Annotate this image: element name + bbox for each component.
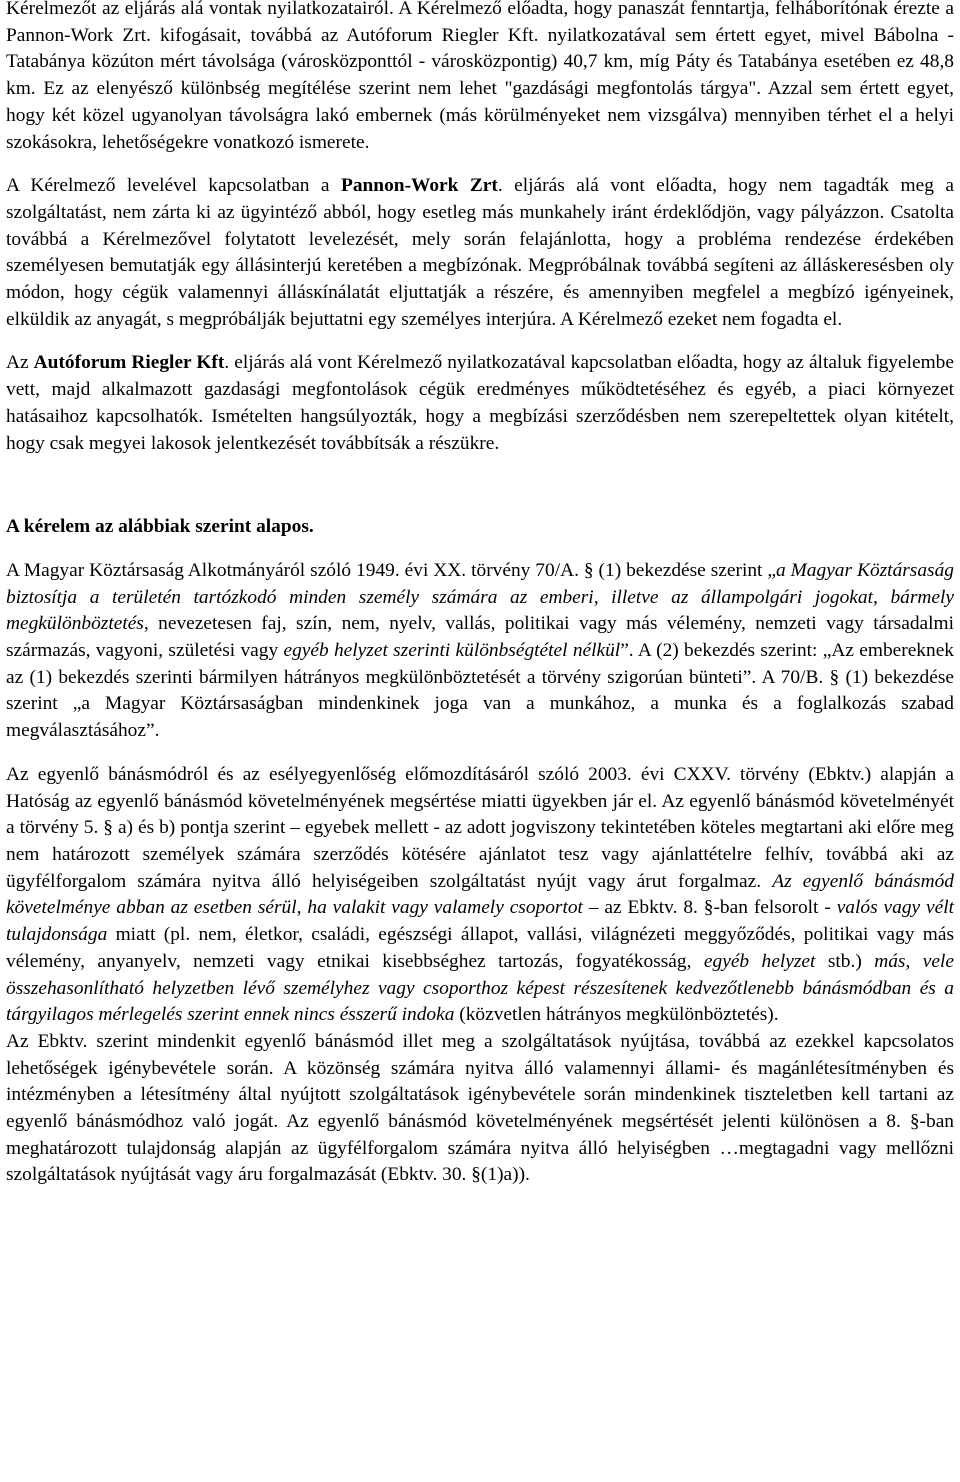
paragraph-text: miatt (pl. nem, életkor, családi, egészségi állapot, vallási, világnézeti meggyőződés, politikai vagy más vélemény, anyanyelv, nemzeti vagy etnikai kisebbséghez tartozás, fogyatékosság, (6, 924, 954, 972)
paragraph-constitution (6, 558, 954, 745)
paragraph-text: Az (6, 352, 34, 374)
quoted-text: egyéb helyzet szerinti különbségtétel nélkül (283, 640, 621, 662)
company-name-pannon-work: Pannon-Work Zrt (340, 175, 498, 197)
emphasized-text: más, vele összehasonlítható helyzetben lévő személyhez vagy csoporthoz képest részesítenek kedvezőtlenebb bánásmódban és a tárgyilagos mérlegelés szerint ennek nincs ésszerű indoka (6, 950, 954, 1026)
paragraph-text: stb.) (815, 950, 875, 972)
company-name-autoforum: Autóforum Riegler Kft (33, 352, 225, 374)
section-heading: A kérelem az alábbiak szerint alapos. (6, 516, 314, 538)
emphasized-text: egyéb helyzet (703, 950, 816, 972)
paragraph-applicant-response (6, 0, 954, 156)
paragraph-text: . eljárás alá vont Kérelmező nyilatkozatával kapcsolatban előadta, hogy az általuk figyelembe vett, majd alkalmazott gazdasági megfontolások cégük eredményes működtetéséhez és egyéb, a piaci környezet hatásaihoz kapcsolhatók. Ismételten hangsúlyozták, hogy a megbízási szerződésben nem szerepeltettek olyan kitételt, hogy csak megyei lakosok jelentkezését továbbítsák a részükre. (6, 352, 954, 454)
paragraph-text: ”. A (2) bekezdés szerint: „Az embereknek az (1) bekezdés szerinti bármilyen hátrányos megkülönböztetését a törvény szigorúan bünteti”. A 70/B. § (1) bekezdése szerint „a Magyar Köztársaságban mindenkinek joga van a munkához, a munka és a foglalkozás szabad megválasztásához”. (6, 640, 955, 742)
paragraph-text: A Magyar Köztársaság Alkotmányáról szóló 1949. évi XX. törvény 70/A. § (1) bekezdése szerint „ (6, 559, 776, 581)
paragraph-text: – az Ebktv. 8. §-ban felsorolt - (582, 897, 837, 919)
paragraph-ebktv (6, 762, 954, 1029)
paragraph-text: Az Ebktv. szerint mindenkit egyenlő bánásmód illet meg a szolgáltatások nyújtása, továbbá az ezekkel kapcsolatos lehetőségek igénybevétele során. A közönség számára nyitva álló valamennyi állami- és magánlétesítményben és intézményben a létesítmény által nyújtott szolgáltatások igénybevétele során mindenkinek tiszteletben kell tartani az egyenlő bánásmódhoz való jogát. Az egyenlő bánásmód követelményének megsértését jelenti különösen a 8. §-ban meghatározott tulajdonság alapján az ügyfélforgalom számára nyitva álló helyiségben …megtagadni vagy mellőzni szolgáltatások nyújtását vagy áru forgalmazását (Ebktv. 30. §(1)a)). (6, 1030, 954, 1186)
paragraph-text: Kérelmezőt az eljárás alá vontak nyilatkozatairól. A Kérelmező előadta, hogy panaszát fenntartja, felháborítónak érezte a Pannon-Work Zrt. kifogásait, továbbá az Autóforum Riegler Kft. nyilatkozatával sem értett egyet, mivel Bábolna - Tatabánya közúton mért távolsága (városközponttól - városközpontig) 40,7 km, míg Páty és Tatabánya esetében ez 48,8 km. Ez az elenyésző különbség megítélése szerint nem lehet "gazdásági megfontolás tárgya". Azzal sem értett egyet, hogy két közel ugyanolyan távolságra lakó embernek (más körülményeket nem vizsgálva) mennyiben térhet el a helyi szokásokra, lehetőségekre vonatkozó ismerete. (6, 0, 954, 153)
paragraph-text: . eljárás alá vont előadta, hogy nem tagadták meg a szolgáltatást, nem zárta ki az ügyintéző abból, hogy esetleg más munkahely iránt érdeklődjön, vagy pályázzon. Csatolta továbbá a Kérelmezővel folytatott levelezését, mely során felajánlotta, hogy a probléma rendezése érdekében személyesen bemutatják egy állásinterjú keretében a megbízónak. Megpróbálnak továbbá segíteni az álláskeresésben oly módon, hogy cégük valamennyi állásкínálatát eljuttatják a részére, és amennyiben megfelel a megbízó igényeinek, elküldik az anyagát, s megpróbálják bejuttatni egy személyes interjúra. A Kérelmező ezeket nem fogadta el. (6, 175, 954, 330)
emphasized-text: Az egyenlő bánásmód követelménye abban az esetben sérül, ha valakit vagy valamely csoportot (6, 870, 954, 919)
quoted-text: a Magyar Köztársaság biztosítja a területén tartózkodó minden személy számára az emberi, illetve az állampolgári jogokat, bármely megkülönböztetés (6, 559, 954, 635)
paragraph-pannon-work-response (6, 173, 954, 333)
paragraph-text: A Kérelmező levelével kapcsolatban a (6, 175, 341, 197)
paragraph-autoforum-response (6, 350, 954, 457)
paragraph-text: Az egyenlő bánásmódról és az esélyegyenlőség előmozdításáról szóló 2003. évi CXXV. törvény (Ebktv.) alapján a Hatóság az egyenlő bánásmód követelményének megsértése miatti ügyekben jár el. Az egyenlő bánásmód követelményét a törvény 5. § a) és b) pontja szerint – egyebek mellett - az adott jogviszony tekintetében köteles megtartani aki előre meg nem határozott személyek számára szerződés kötésére ajánlatot tesz vagy ajánlattételre felhív, továbbá aki az ügyfélforgalom számára nyitva álló helyiségeiben szolgáltatást nyújt vagy árut forgalmaz. (6, 763, 954, 892)
paragraph-services (6, 1029, 954, 1189)
emphasized-text: valós vagy vélt tulajdonsága (6, 897, 954, 946)
paragraph-text: (közvetlen hátrányos megkülönböztetés). (454, 1004, 779, 1026)
paragraph-text: , nevezetesen faj, szín, nem, nyelv, vallás, politikai vagy más vélemény, nemzeti vagy társadalmi származás, vagyoni, születési vagy (6, 613, 954, 662)
